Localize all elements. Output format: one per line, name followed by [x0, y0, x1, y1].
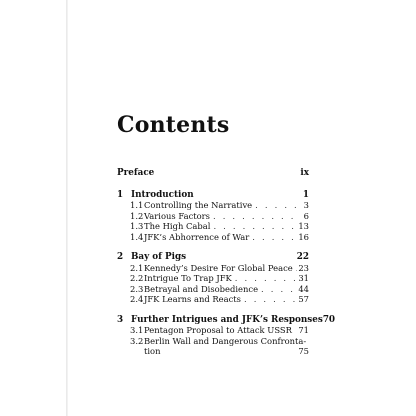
toc-page-number: 22: [296, 252, 309, 262]
leader-dots: [213, 221, 296, 232]
leader-dots: [244, 294, 296, 305]
leader-dots: [235, 273, 297, 284]
toc-section-2-2[interactable]: [117, 273, 309, 284]
leader-dots: [213, 211, 297, 222]
toc-page-number: 44: [298, 283, 309, 294]
section-title: The High Cabal: [144, 221, 211, 231]
section-number: 1.2: [130, 210, 144, 221]
toc-chapter-1[interactable]: [117, 190, 309, 201]
toc-page-number: 13: [298, 221, 309, 231]
toc-section-2-4[interactable]: [117, 294, 309, 305]
toc-preface[interactable]: [117, 168, 309, 179]
leader-dots: [252, 232, 296, 243]
section-title: Betrayal and Disobedience: [144, 283, 259, 294]
section-number: 3.2: [130, 335, 144, 346]
toc-chapter-2[interactable]: [117, 252, 309, 263]
section-title: Pentagon Proposal to Attack USSR: [144, 325, 292, 335]
toc-section-3-1[interactable]: [117, 325, 309, 336]
toc-page-number: 1: [302, 189, 309, 200]
section-title: Kennedy’s Desire For Global Peace: [144, 262, 293, 273]
toc-section-2-1[interactable]: [117, 263, 309, 274]
section-number: 1.3: [130, 221, 144, 231]
toc-page-number: ix: [300, 168, 309, 178]
chapter-title: Bay of Pigs: [131, 252, 187, 262]
section-number: 3.1: [130, 325, 144, 335]
section-number: 2.3: [130, 283, 144, 294]
chapter-number: 1: [117, 189, 124, 200]
toc-section-1-2[interactable]: [117, 211, 309, 222]
leader-dots: [261, 284, 296, 295]
toc-page-number: 75: [298, 346, 309, 356]
toc-section-1-1[interactable]: [117, 200, 309, 211]
page-gutter: [66, 0, 68, 416]
chapter-title: Introduction: [131, 189, 194, 200]
section-number: 1.1: [130, 200, 144, 210]
toc-section-1-3[interactable]: [117, 221, 309, 232]
chapter-title: Further Intrigues and JFK’s Responses: [131, 314, 323, 325]
toc-page-number: 71: [298, 325, 309, 335]
section-title: Berlin Wall and Dangerous Confronta-: [144, 335, 307, 346]
page-title: Contents: [117, 112, 230, 138]
toc-section-3-2-continuation[interactable]: [117, 346, 309, 357]
section-title: JFK’s Abhorrence of War: [144, 231, 250, 242]
toc-section-1-4[interactable]: [117, 232, 309, 243]
leader-dots: [296, 263, 297, 274]
section-number: 1.4: [130, 231, 144, 242]
section-number: 2.2: [130, 273, 144, 283]
section-title: Controlling the Narrative: [144, 200, 253, 210]
section-title: Intrigue To Trap JFK: [144, 273, 232, 283]
toc-page-number: 31: [298, 273, 309, 283]
toc-page-number: 70: [322, 314, 336, 325]
toc-label: Preface: [117, 168, 155, 178]
toc-page-number: 23: [298, 262, 309, 273]
section-title: Various Factors: [144, 210, 210, 221]
toc-section-3-2[interactable]: [117, 336, 309, 347]
section-number: 2.4: [130, 294, 144, 304]
section-title: JFK Learns and Reacts: [144, 294, 241, 304]
chapter-number: 2: [117, 252, 124, 262]
toc-page-number: 6: [303, 210, 309, 221]
toc-page-number: 3: [303, 200, 309, 210]
leader-dots: [255, 200, 297, 211]
toc-page-number: 16: [298, 231, 309, 242]
chapter-number: 3: [117, 314, 124, 325]
table-of-contents: [117, 168, 336, 357]
section-title-continued: tion: [144, 346, 161, 356]
toc-section-2-3[interactable]: [117, 284, 309, 295]
toc-page-number: 57: [298, 294, 309, 304]
section-number: 2.1: [130, 262, 144, 273]
toc-chapter-3[interactable]: [117, 314, 336, 326]
